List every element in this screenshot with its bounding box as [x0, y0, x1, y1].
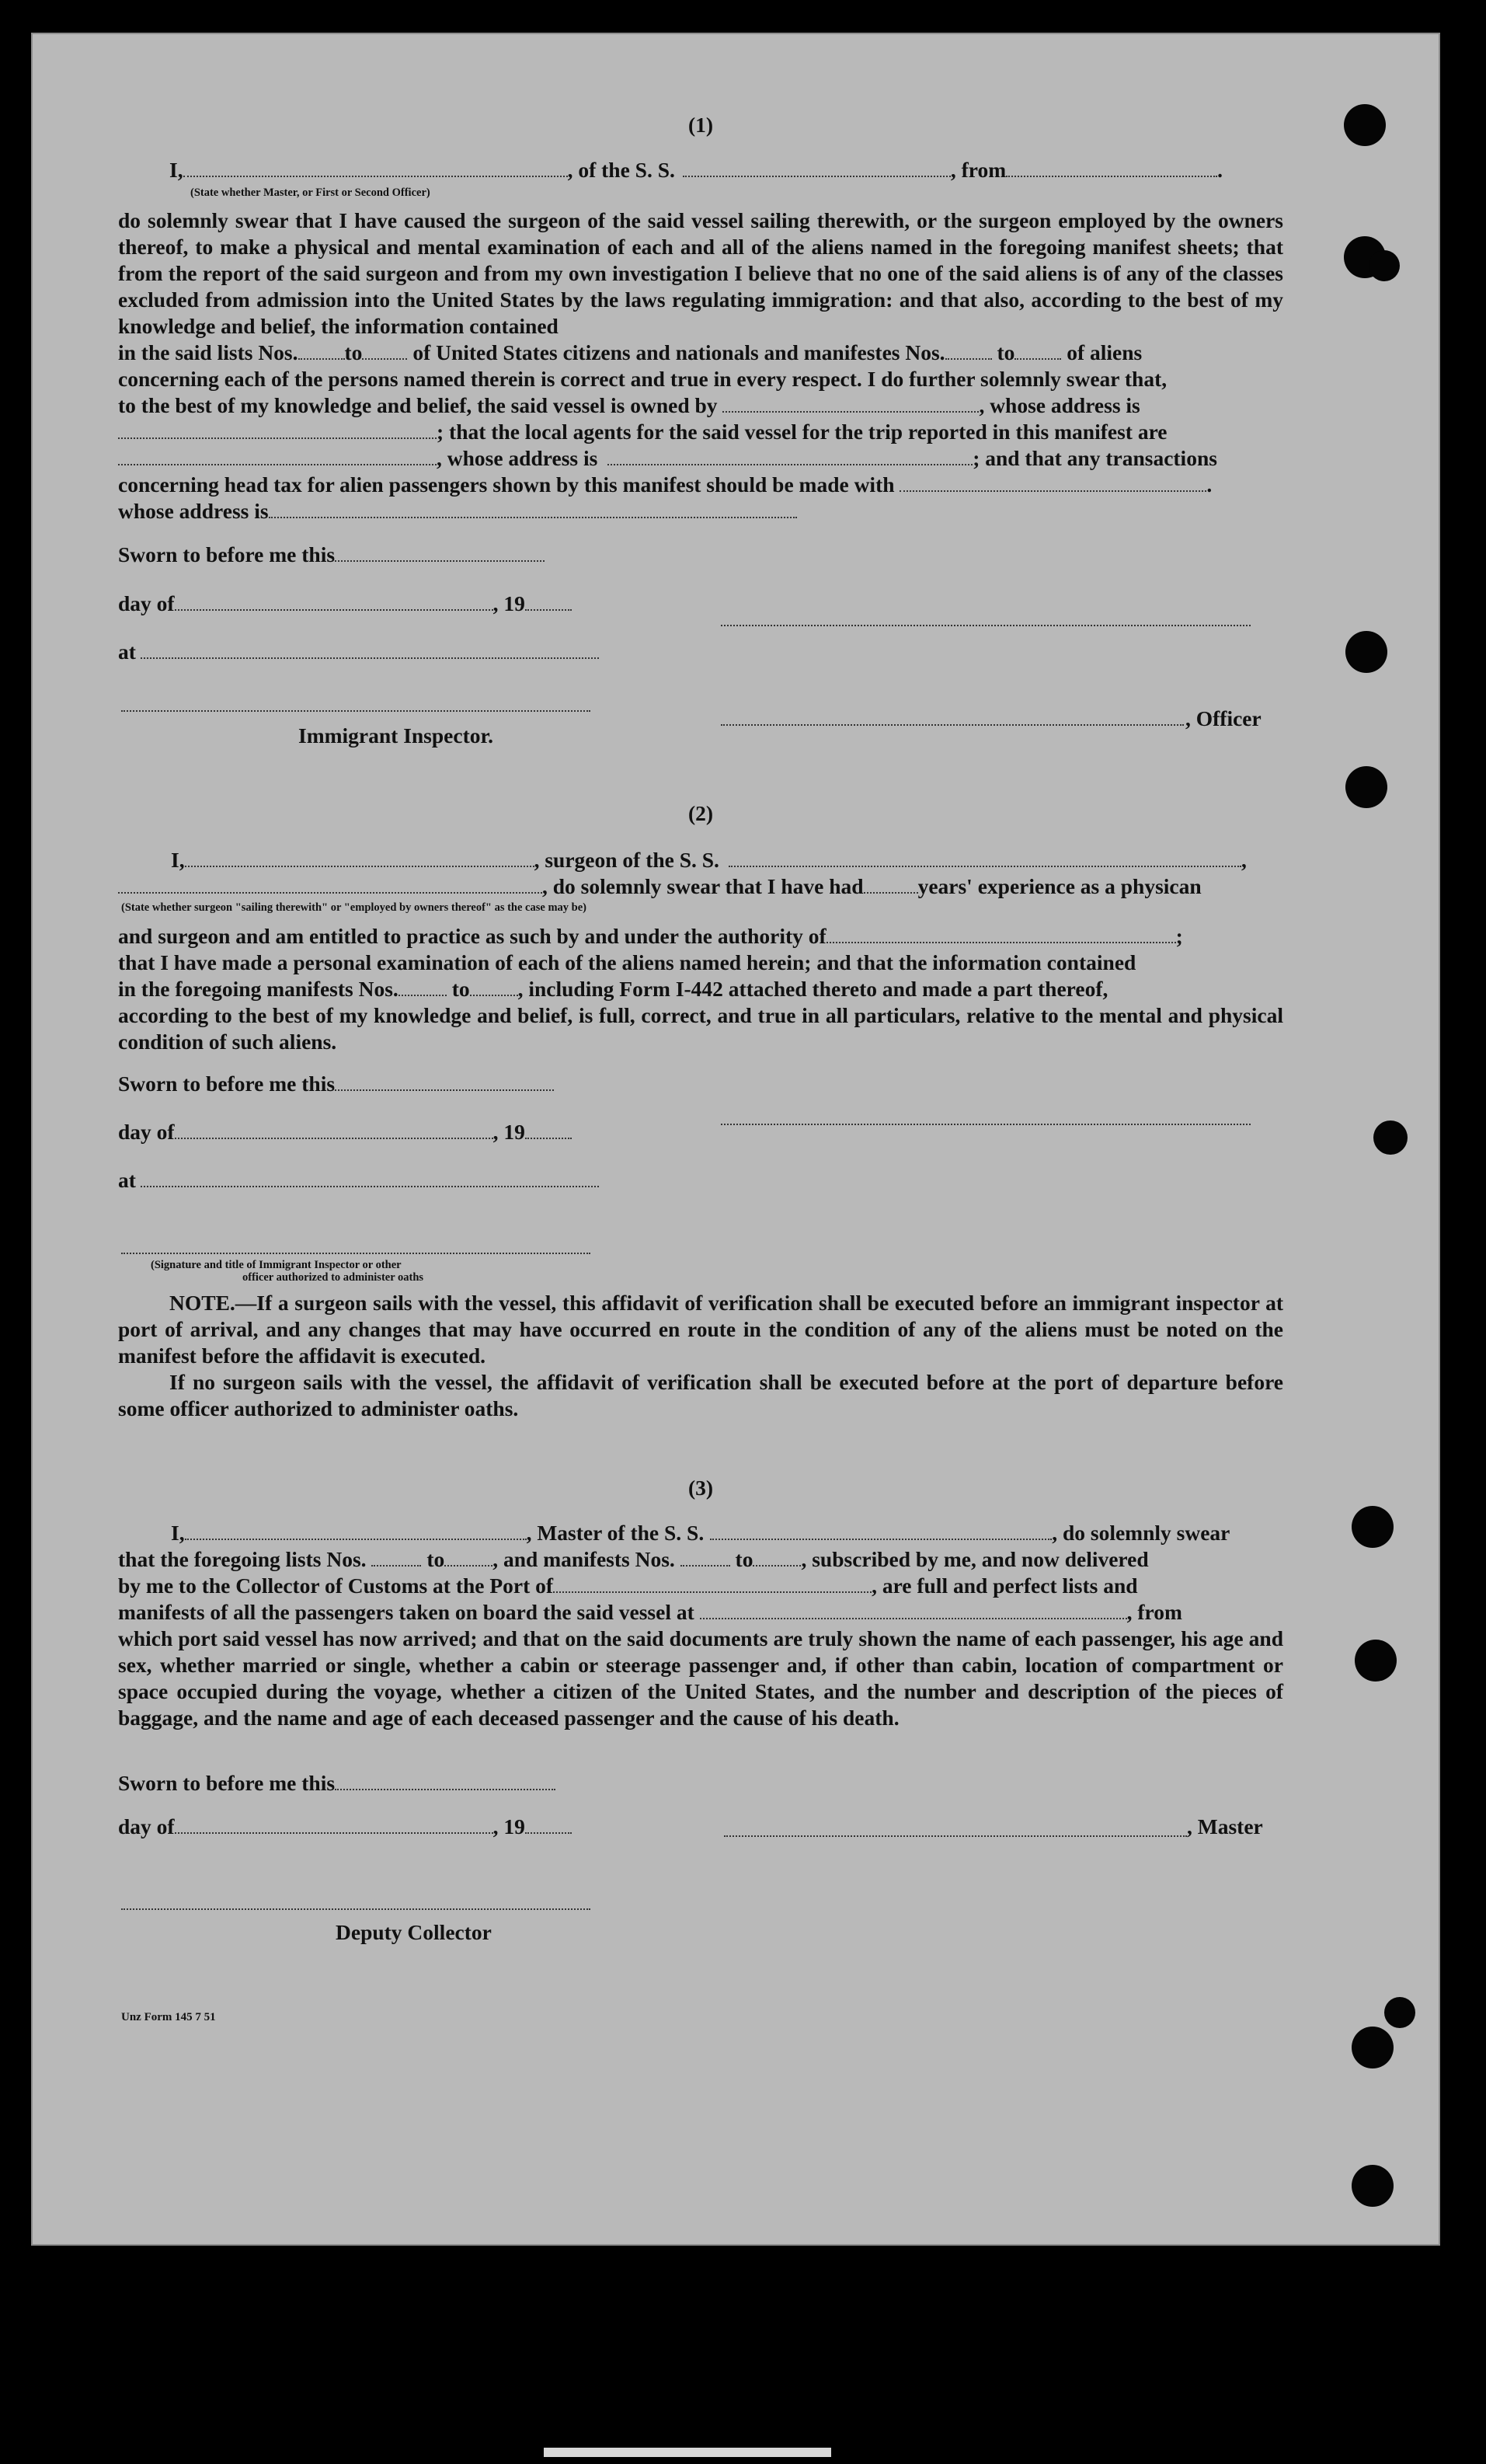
section-2-authority-line	[118, 923, 1283, 950]
text: to	[735, 1547, 753, 1571]
text: of aliens	[1067, 340, 1143, 364]
section-1-sworn	[118, 542, 631, 568]
text: whose address is	[118, 499, 269, 523]
manifests-to-field-3[interactable]	[753, 1551, 801, 1567]
text: , 19	[492, 1814, 525, 1838]
surgeon-signature-line[interactable]	[721, 1124, 1251, 1125]
lists-from-field-3[interactable]	[371, 1551, 421, 1567]
text: , surgeon of the S. S.	[534, 848, 719, 872]
punch-hole	[1345, 766, 1387, 808]
section-1-heading: (1)	[687, 113, 714, 137]
section-2-line2	[118, 873, 1283, 900]
section-1-agents-line	[118, 419, 1283, 445]
punch-hole	[1369, 250, 1400, 281]
punch-hole	[1344, 104, 1386, 146]
text: day of	[118, 1814, 175, 1838]
master-label: , Master	[1187, 1814, 1263, 1838]
text: day of	[118, 1120, 175, 1144]
text: , 19	[492, 591, 525, 615]
section-1-paragraph-a: do solemnly swear that I have caused the surgeon of the said vessel sailing therewith, or the surgeon employed by the owners thereof, to make a physical and mental examination of each and all of the aliens named in the foregoing manifest sheets; that from the report of the said surgeon and from my own investigation I believe that no one of the said aliens is of any of the classes excluded from admission into the United States by the laws regulating immigration: and that also, according to the best of my knowledge and belief, the information contained	[118, 208, 1283, 338]
master-vessel-field[interactable]	[710, 1525, 1052, 1540]
section-2-paragraph-a: that I have made a personal examination of each of the aliens named herein; and that the information contained	[118, 950, 1136, 974]
text: ;	[1175, 924, 1183, 948]
text: to	[344, 340, 363, 364]
section-1-day	[118, 591, 631, 617]
officer-note: (State whether Master, or First or Second Officer)	[190, 186, 430, 199]
master-name-field[interactable]	[185, 1525, 527, 1540]
surgeon-name-field[interactable]	[185, 852, 534, 867]
text: , including Form I-442 attached thereto and made a part thereof,	[517, 977, 1108, 1001]
from-port-field[interactable]	[1006, 162, 1217, 177]
section-2-note	[118, 1290, 1283, 1422]
punch-hole	[1373, 1120, 1408, 1155]
immigrant-inspector-label: Immigrant Inspector.	[298, 723, 494, 748]
section-2-heading: (2)	[687, 801, 714, 825]
text: day of	[118, 591, 175, 615]
note-paragraph-1: NOTE.—If a surgeon sails with the vessel, this affidavit of verification shall be executed before an immigrant inspector at port of arrival, and any changes that may have occurred en route in the condition of any of the aliens must be noted on the manifest before the affidavit is executed.	[118, 1291, 1283, 1368]
manifests-from-field-3[interactable]	[680, 1551, 730, 1567]
officer-signature-line-a[interactable]	[721, 625, 1251, 626]
text: ; and that any transactions	[973, 446, 1217, 470]
at-field-2[interactable]	[141, 1172, 599, 1187]
form-sheet	[31, 33, 1440, 2246]
text: , whose address is	[437, 446, 598, 470]
section-2-nos-line	[118, 976, 1283, 1002]
punct: .	[1217, 158, 1223, 182]
section-2-body	[118, 923, 1283, 1055]
sworn-date-field-2[interactable]	[335, 1075, 554, 1091]
section-3-sworn	[118, 1770, 631, 1797]
officer-name-field[interactable]	[183, 162, 568, 177]
text: to	[997, 340, 1015, 364]
officer-signature-line-b[interactable]	[721, 724, 1184, 726]
headtax-address-field[interactable]	[269, 503, 797, 518]
section-3-line2	[118, 1546, 1283, 1573]
deputy-collector-label: Deputy Collector	[336, 1920, 492, 1944]
label-of-ss: , of the S. S.	[567, 158, 675, 182]
port-field[interactable]	[553, 1577, 872, 1593]
deputy-signature-line[interactable]	[121, 1908, 590, 1910]
text: , from	[1126, 1600, 1182, 1624]
day-of-field-2[interactable]	[175, 1124, 493, 1139]
lists-to-field-3[interactable]	[444, 1551, 492, 1567]
manifest-from-field[interactable]	[398, 981, 447, 996]
text: in the said lists Nos.	[118, 340, 298, 364]
text: , subscribed by me, and now delivered	[801, 1547, 1149, 1571]
lists-to-field[interactable]	[362, 344, 407, 360]
vessel-name-field[interactable]	[683, 162, 951, 177]
text: , 19	[492, 1120, 525, 1144]
text: that the foregoing lists Nos.	[118, 1547, 367, 1571]
boarding-port-field[interactable]	[700, 1604, 1127, 1619]
text: , whose address is	[979, 393, 1140, 417]
lists-from-field[interactable]	[298, 344, 345, 360]
surgeon-vessel-field[interactable]	[729, 852, 1241, 867]
day-of-field[interactable]	[175, 595, 493, 611]
section-3-paragraph: which port said vessel has now arrived; and that on the said documents are truly shown the name of each passenger, his age and sex, whether married or single, whether a cabin or steerage passenger and, if other than cabin, location of compartment or space occupied during the voyage, whether a citizen of the United States, and the number and description of the pieces of baggage, and the name and age of each deceased passenger and the cause of his death.	[118, 1626, 1283, 1730]
text: of United States citizens and nationals and manifestes Nos.	[412, 340, 945, 364]
text: , do solemnly swear	[1052, 1521, 1230, 1545]
text: manifests of all the passengers taken on board the said vessel at	[118, 1600, 694, 1624]
surgeon-status-field[interactable]	[118, 878, 542, 894]
text: to the best of my knowledge and belief, the said vessel is owned by	[118, 393, 718, 417]
text: years' experience as a physican	[917, 874, 1202, 898]
surgeon-note: (State whether surgeon "sailing therewith" or "employed by owners thereof" as the case may be)	[121, 901, 586, 914]
text: , Master of the S. S.	[526, 1521, 705, 1545]
section-2-sworn	[118, 1071, 631, 1097]
inspector-signature-line[interactable]	[121, 710, 590, 712]
text: , do solemnly swear that I have had	[542, 874, 864, 898]
authority-field[interactable]	[827, 928, 1176, 943]
section-1-whose-line	[118, 498, 1283, 525]
owner-address-field[interactable]	[118, 423, 437, 439]
owner-field[interactable]	[722, 397, 979, 413]
signature-note-line2: officer authorized to administer oaths	[242, 1271, 424, 1284]
text: Sworn to before me this	[118, 1771, 336, 1795]
text: .	[1206, 472, 1213, 497]
label-i: I,	[169, 158, 183, 182]
note-paragraph-2: If no surgeon sails with the vessel, the affidavit of verification shall be executed before at the port of departure before some officer authorized to administer oaths.	[118, 1370, 1283, 1420]
section-2-day	[118, 1119, 631, 1145]
punch-hole	[1352, 2027, 1394, 2068]
text: at	[118, 640, 136, 664]
punch-hole	[1352, 2165, 1394, 2207]
text: Sworn to before me this	[118, 1072, 336, 1096]
years-experience-field[interactable]	[864, 878, 918, 894]
section-1-at	[118, 639, 631, 665]
text: concerning head tax for alien passengers shown by this manifest should be made with	[118, 472, 895, 497]
day-of-field-3[interactable]	[175, 1818, 493, 1834]
headtax-party-field[interactable]	[900, 476, 1206, 492]
section-3-day	[118, 1814, 631, 1840]
year-field-2[interactable]	[525, 1124, 572, 1139]
section-3-body	[118, 1626, 1283, 1731]
section-1-owner-line	[118, 392, 1283, 419]
section-2-at	[118, 1167, 631, 1194]
at-field[interactable]	[141, 643, 599, 659]
inspector-signature-line-2[interactable]	[121, 1253, 590, 1254]
text: to	[451, 977, 470, 1001]
officer-label: , Officer	[1185, 706, 1262, 730]
section-1-headtax-line	[118, 472, 1283, 498]
label-from: , from	[950, 158, 1007, 182]
section-3-line1	[118, 1520, 1283, 1546]
text: ; that the local agents for the said vessel for the trip reported in this manifest are	[437, 420, 1168, 444]
text: to	[426, 1547, 445, 1571]
section-1-paragraph-b: concerning each of the persons named therein is correct and true in every respect. I do further solemnly swear that,	[118, 367, 1168, 391]
section-3-line4	[118, 1599, 1283, 1626]
text: and surgeon and am entitled to practice as such by and under the authority of	[118, 924, 827, 948]
agents-field[interactable]	[118, 450, 437, 465]
text: , and manifests Nos.	[492, 1547, 675, 1571]
text: I,	[171, 1521, 185, 1545]
section-1-agents-address-line	[118, 445, 1283, 472]
manifests-from-field[interactable]	[945, 344, 992, 360]
agents-address-field[interactable]	[607, 450, 973, 465]
punch-hole	[1384, 1997, 1415, 2028]
section-1-lists-line	[118, 340, 1283, 366]
scan-edge-strip	[544, 2448, 831, 2457]
punch-hole	[1345, 631, 1387, 673]
section-1-officer-line	[118, 157, 1283, 183]
manifest-to-field[interactable]	[470, 981, 518, 996]
section-3-line3	[118, 1573, 1283, 1599]
master-signature-line[interactable]	[724, 1835, 1187, 1837]
punch-hole	[1355, 1640, 1397, 1682]
sworn-date-field[interactable]	[335, 546, 545, 562]
manifests-to-field[interactable]	[1014, 344, 1061, 360]
text: at	[118, 1168, 136, 1192]
section-1-body	[118, 207, 1283, 525]
year-field-3[interactable]	[525, 1818, 572, 1834]
section-3-heading: (3)	[687, 1476, 714, 1500]
text: Sworn to before me this	[118, 542, 336, 566]
form-number: Unz Form 145 7 51	[121, 2011, 216, 2023]
text: ,	[1241, 848, 1247, 872]
text: I,	[171, 848, 185, 872]
section-2-paragraph-b: according to the best of my knowledge and belief, is full, correct, and true in all particulars, relative to the mental and physical condition of such aliens.	[118, 1003, 1283, 1054]
section-2-line1	[118, 847, 1283, 873]
year-field[interactable]	[525, 595, 572, 611]
text: in the foregoing manifests Nos.	[118, 977, 398, 1001]
punch-hole	[1352, 1506, 1394, 1548]
text: , are full and perfect lists and	[872, 1574, 1138, 1598]
text: by me to the Collector of Customs at the Port of	[118, 1574, 554, 1598]
sworn-date-field-3[interactable]	[335, 1775, 555, 1790]
signature-note-line1: (Signature and title of Immigrant Inspector or other	[151, 1259, 402, 1271]
